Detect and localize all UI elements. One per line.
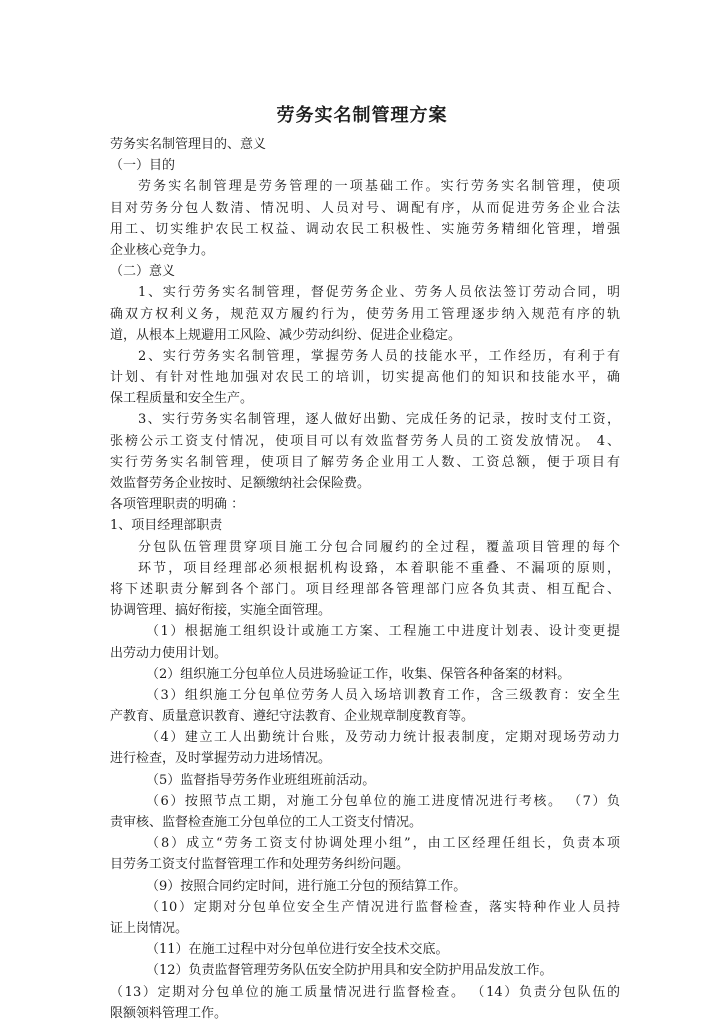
paragraph-line: 用工、切实维护农民工权益、调动农民工积极性、实施劳务精细化管理，增强 [110, 221, 620, 237]
list-item-line: （11）在施工过程中对分包单位进行安全技术交底。 [146, 942, 449, 958]
list-item-line: （3）组织施工分包单位劳务人员入场培训教育工作，含三级教育：安全生 [146, 687, 620, 703]
paragraph-line: 2、实行劳务实名制管理，掌握劳务人员的技能水平，工作经历，有利于有 [138, 348, 620, 364]
paragraph-line: 计划、有针对性地加强对农民工的培训，切实提高他们的知识和技能水平，确 [110, 370, 620, 386]
paragraph-line: 企业核心竞争力。 [110, 242, 215, 258]
list-item-line: （9）按照合同约定时间，进行施工分包的预结算工作。 [146, 878, 467, 894]
paragraph-line: 确双方权利义务，规范双方履约行为，使劳务用工管理逐步纳入规范有序的轨 [110, 306, 620, 322]
list-item-line: 产教育、质量意识教育、遵纪守法教育、企业规章制度教育等。 [110, 709, 475, 725]
list-item-line: （1）根据施工组织设计或施工方案、工程施工中进度计划表、设计变更提 [146, 624, 620, 640]
paragraph-line: 保工程质量和安全生产。 [110, 391, 254, 407]
list-item-line: 责审核、监督检查施工分包单位的工人工资支付情况。 [110, 815, 423, 830]
list-item-line: （4）建立工人出勤统计台账，及劳动力统计报表制度，定期对现场劳动力 [146, 730, 620, 746]
subsection-heading: 1、项目经理部职责 [110, 518, 223, 534]
paragraph-line: 效监督劳务企业按时、足额缴纳社会保险费。 [110, 476, 371, 491]
list-item-line: （2）组织施工分包单位人员进场验证工作，收集、保管各种备案的材料。 [146, 666, 571, 682]
paragraph-line: 张榜公示工资支付情况，使项目可以有效监督劳务人员的工资发放情况。 4、 [110, 433, 620, 449]
list-item-line: （8）成立“劳务工资支付协调处理小组”，由工区经理任组长，负责本项 [146, 836, 620, 852]
subsection-heading: （二）意义 [110, 264, 176, 280]
paragraph-line: 道，从根本上规避用工风险、减少劳动纠纷、促进企业稳定。 [110, 327, 462, 343]
page-title: 劳务实名制管理方案 [276, 105, 448, 126]
subsection-heading: （一）目的 [110, 158, 176, 174]
list-item-line: （12）负责监督管理劳务队伍安全防护用具和安全防护用品发放工作。 [146, 963, 553, 979]
list-item-line: （5）监督指导劳务作业班组班前活动。 [146, 772, 376, 788]
paragraph-line: 协调管理、搞好衔接，实施全面管理。 [110, 603, 332, 619]
list-item-line: （10）定期对分包单位安全生产情况进行监督检查，落实特种作业人员持 [146, 899, 620, 915]
paragraph-line: 分包队伍管理贯穿项目施工分包合同履约的全过程，覆盖项目管理的每个 [138, 539, 620, 555]
paragraph-line: 1、实行劳务实名制管理，督促劳务企业、劳务人员依法签订劳动合同，明 [138, 285, 620, 301]
list-item-line: （13）定期对分包单位的施工质量情况进行监督检查。 （14）负责分包队伍的 [110, 984, 620, 1000]
list-item-line: 目劳务工资支付监督管理工作和处理劳务纠纷问题。 [110, 857, 410, 873]
document-body [110, 134, 620, 1024]
section-heading: 各项管理职责的明确 ： [110, 497, 245, 513]
paragraph-line: 将下述职责分解到各个部门。项目经理部各管理部门应各负其责、相互配合、 [110, 581, 620, 597]
list-item-line: （6）按照节点工期，对施工分包单位的施工进度情况进行考核。 （7）负 [146, 793, 620, 809]
paragraph-line: 3、实行劳务实名制管理，逐人做好出勤、完成任务的记录，按时支付工资， [138, 412, 620, 428]
list-item-line: 出劳动力使用计划。 [110, 645, 228, 661]
section-heading: 劳务实名制管理目的、意义 [110, 137, 267, 152]
paragraph-line: 实行劳务实名制管理，使项目了解劳务企业用工人数、工资总额，便于项目有 [110, 454, 620, 470]
list-item-line: 限额领料管理工作。 [110, 1005, 228, 1021]
paragraph-line: 劳务实名制管理是劳务管理的一项基础工作。实行劳务实名制管理，使项 [138, 179, 620, 195]
paragraph-line: 环节，项目经理部必须根据机构设臵，本着职能不重叠、不漏项的原则， [138, 560, 620, 576]
paragraph-line: 目对劳务分包人数清、情况明、人员对号、调配有序，从而促进劳务企业合法 [110, 200, 620, 216]
list-item-line: 进行检查，及时掌握劳动力进场情况。 [110, 751, 332, 767]
list-item-line: 证上岗情况。 [110, 920, 189, 936]
